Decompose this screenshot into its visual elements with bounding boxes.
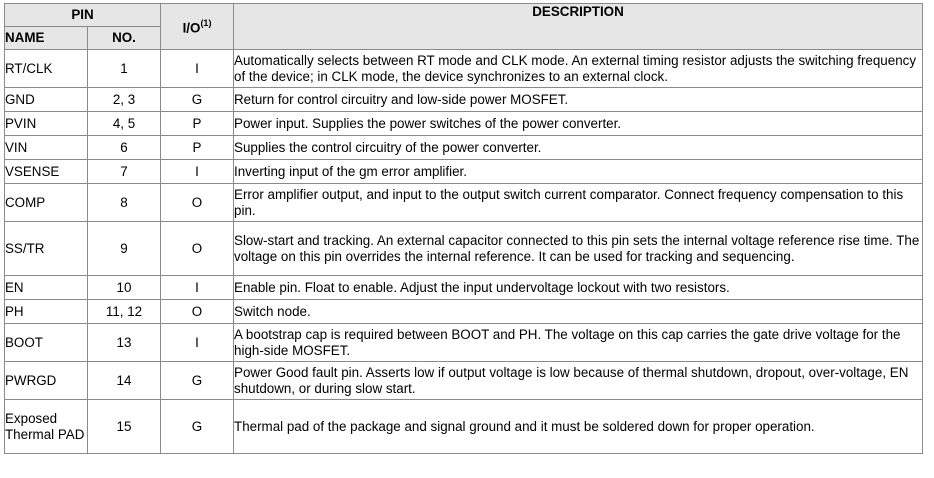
table-row: [5, 222, 923, 276]
pin-number: 4, 5: [88, 112, 161, 136]
pin-name: EN: [5, 276, 88, 300]
pin-io-type: I: [161, 160, 234, 184]
pin-header: PIN: [5, 4, 161, 27]
pin-number: 6: [88, 136, 161, 160]
table-row: [5, 276, 923, 300]
name-header: NAME: [5, 27, 88, 50]
pin-name: VIN: [5, 136, 88, 160]
pin-name: COMP: [5, 184, 88, 222]
pin-number: 15: [88, 400, 161, 454]
pin-number: 9: [88, 222, 161, 276]
pin-description: Power input. Supplies the power switches of the power converter.: [234, 112, 923, 136]
pin-name: Exposed Thermal PAD: [5, 400, 88, 454]
table-row: [5, 362, 923, 400]
pin-description: Switch node.: [234, 300, 923, 324]
pin-io-type: G: [161, 88, 234, 112]
pin-table-container: [4, 3, 923, 454]
table-row: [5, 88, 923, 112]
pin-io-type: I: [161, 324, 234, 362]
number-header: NO.: [88, 27, 161, 50]
io-header-label: I/O: [182, 20, 201, 36]
pin-io-type: O: [161, 222, 234, 276]
table-row: [5, 136, 923, 160]
pin-number: 14: [88, 362, 161, 400]
header-row-top: [5, 4, 923, 27]
pin-description: A bootstrap cap is required between BOOT and PH. The voltage on this cap carries the gate drive voltage for the high-side MOSFET.: [234, 324, 923, 362]
pin-name: RT/CLK: [5, 50, 88, 88]
pin-io-type: O: [161, 300, 234, 324]
pin-name: PVIN: [5, 112, 88, 136]
pin-description: Slow-start and tracking. An external capacitor connected to this pin sets the internal voltage reference rise time. The voltage on this pin overrides the internal reference. It can be used for tracking and sequencing.: [234, 222, 923, 276]
pin-io-type: I: [161, 276, 234, 300]
description-header: DESCRIPTION: [234, 4, 923, 50]
pin-io-type: P: [161, 112, 234, 136]
table-row: [5, 160, 923, 184]
pin-io-type: G: [161, 362, 234, 400]
pin-number: 8: [88, 184, 161, 222]
pin-description: Supplies the control circuitry of the power converter.: [234, 136, 923, 160]
pin-description: Error amplifier output, and input to the output switch current comparator. Connect frequency compensation to this pin.: [234, 184, 923, 222]
table-row: [5, 50, 923, 88]
pin-description: Enable pin. Float to enable. Adjust the input undervoltage lockout with two resistors.: [234, 276, 923, 300]
table-row: [5, 300, 923, 324]
pin-number: 11, 12: [88, 300, 161, 324]
pin-io-type: O: [161, 184, 234, 222]
pin-number: 1: [88, 50, 161, 88]
pin-description: Power Good fault pin. Asserts low if output voltage is low because of thermal shutdown, dropout, over-voltage, EN shutdown, or during slow start.: [234, 362, 923, 400]
io-footnote-ref: (1): [200, 18, 212, 29]
pin-io-type: I: [161, 50, 234, 88]
pin-name: PH: [5, 300, 88, 324]
pin-io-type: P: [161, 136, 234, 160]
pin-name: SS/TR: [5, 222, 88, 276]
table-row: [5, 400, 923, 454]
pin-name: BOOT: [5, 324, 88, 362]
pin-number: 2, 3: [88, 88, 161, 112]
pin-name: GND: [5, 88, 88, 112]
pin-io-type: G: [161, 400, 234, 454]
pin-number: 7: [88, 160, 161, 184]
pin-number: 10: [88, 276, 161, 300]
table-row: [5, 324, 923, 362]
pin-name: VSENSE: [5, 160, 88, 184]
pin-name: PWRGD: [5, 362, 88, 400]
pin-functions-table: [4, 3, 923, 454]
table-row: [5, 184, 923, 222]
pin-description: Return for control circuitry and low-side power MOSFET.: [234, 88, 923, 112]
pin-number: 13: [88, 324, 161, 362]
pin-description: Automatically selects between RT mode and CLK mode. An external timing resistor adjusts the switching frequency of the device; in CLK mode, the device synchronizes to an external clock.: [234, 50, 923, 88]
table-row: [5, 112, 923, 136]
io-header: [161, 4, 234, 50]
pin-description: Inverting input of the gm error amplifier.: [234, 160, 923, 184]
pin-description: Thermal pad of the package and signal ground and it must be soldered down for proper operation.: [234, 400, 923, 454]
